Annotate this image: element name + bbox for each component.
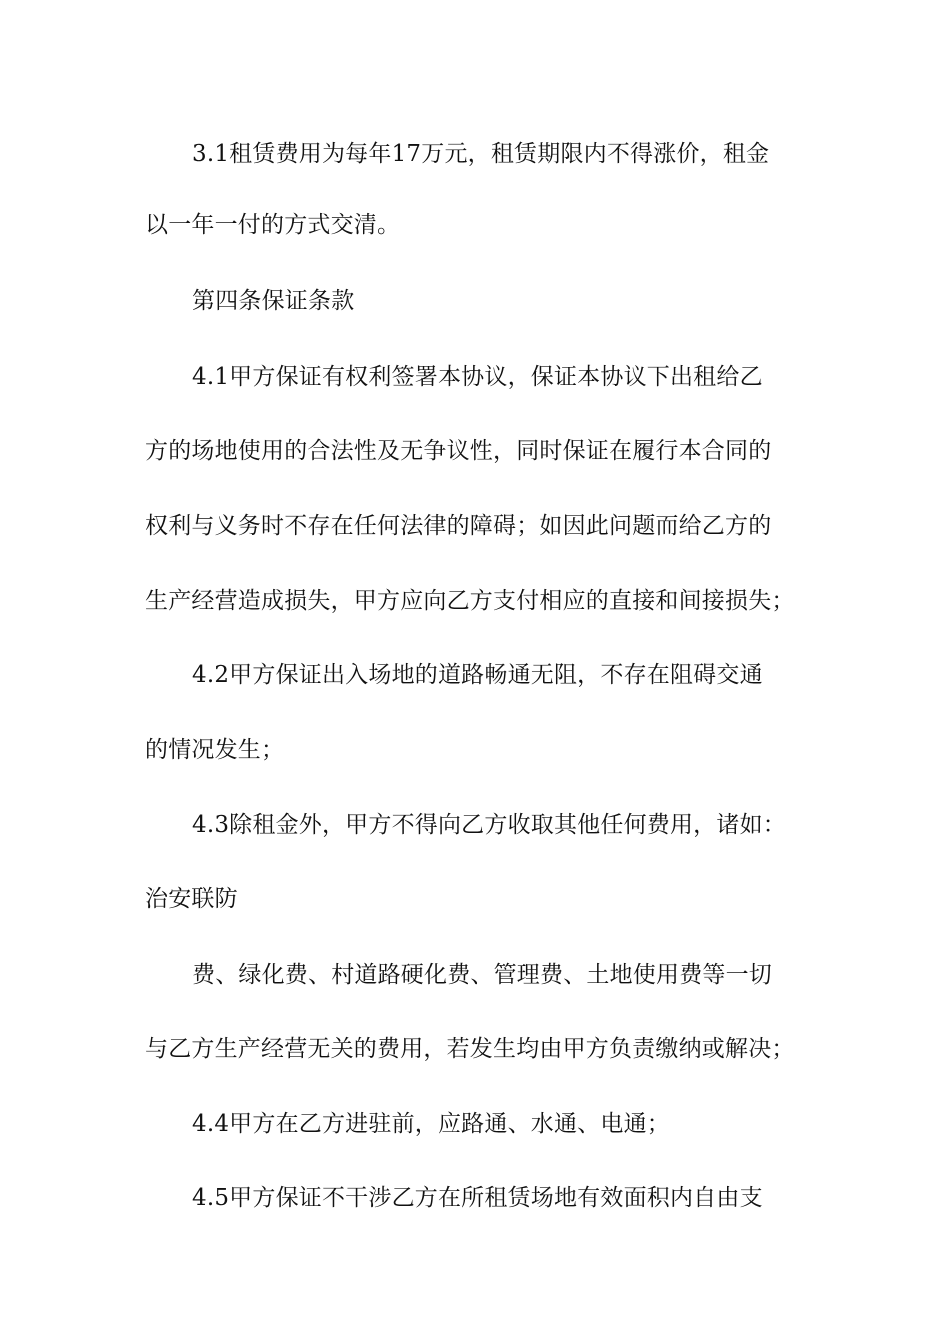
clause-3-1-line-2: 以一年一付的方式交清。 [145, 212, 401, 238]
clause-3-1-line-1: 3.1租赁费用为每年17万元，租赁期限内不得涨价，租金 [192, 141, 770, 167]
clause-4-1-line-3: 权利与义务时不存在任何法律的障碍；如因此问题而给乙方的 [145, 513, 772, 539]
clause-4-1-line-2: 方的场地使用的合法性及无争议性，同时保证在履行本合同的 [145, 438, 772, 464]
section-heading: 第四条保证条款 [192, 288, 355, 314]
clause-4-1-line-4: 生产经营造成损失，甲方应向乙方支付相应的直接和间接损失； [145, 588, 795, 614]
clause-4-5-line-1: 4.5甲方保证不干涉乙方在所租赁场地有效面积内自由支 [192, 1185, 763, 1211]
clause-4-3-line-1: 4.3除租金外，甲方不得向乙方收取其他任何费用，诸如： [192, 812, 786, 838]
clause-4-3-line-3: 费、绿化费、村道路硬化费、管理费、土地使用费等一切 [192, 962, 772, 988]
clause-4-3-line-2: 治安联防 [145, 886, 238, 912]
clause-4-4-line-1: 4.4甲方在乙方进驻前，应路通、水通、电通； [192, 1111, 670, 1137]
clause-4-1-line-1: 4.1甲方保证有权利签署本协议，保证本协议下出租给乙 [192, 364, 763, 390]
clause-4-2-line-1: 4.2甲方保证出入场地的道路畅通无阻，不存在阻碍交通 [192, 662, 763, 688]
clause-4-2-line-2: 的情况发生； [145, 737, 285, 763]
clause-4-3-line-4: 与乙方生产经营无关的费用，若发生均由甲方负责缴纳或解决； [145, 1036, 795, 1062]
